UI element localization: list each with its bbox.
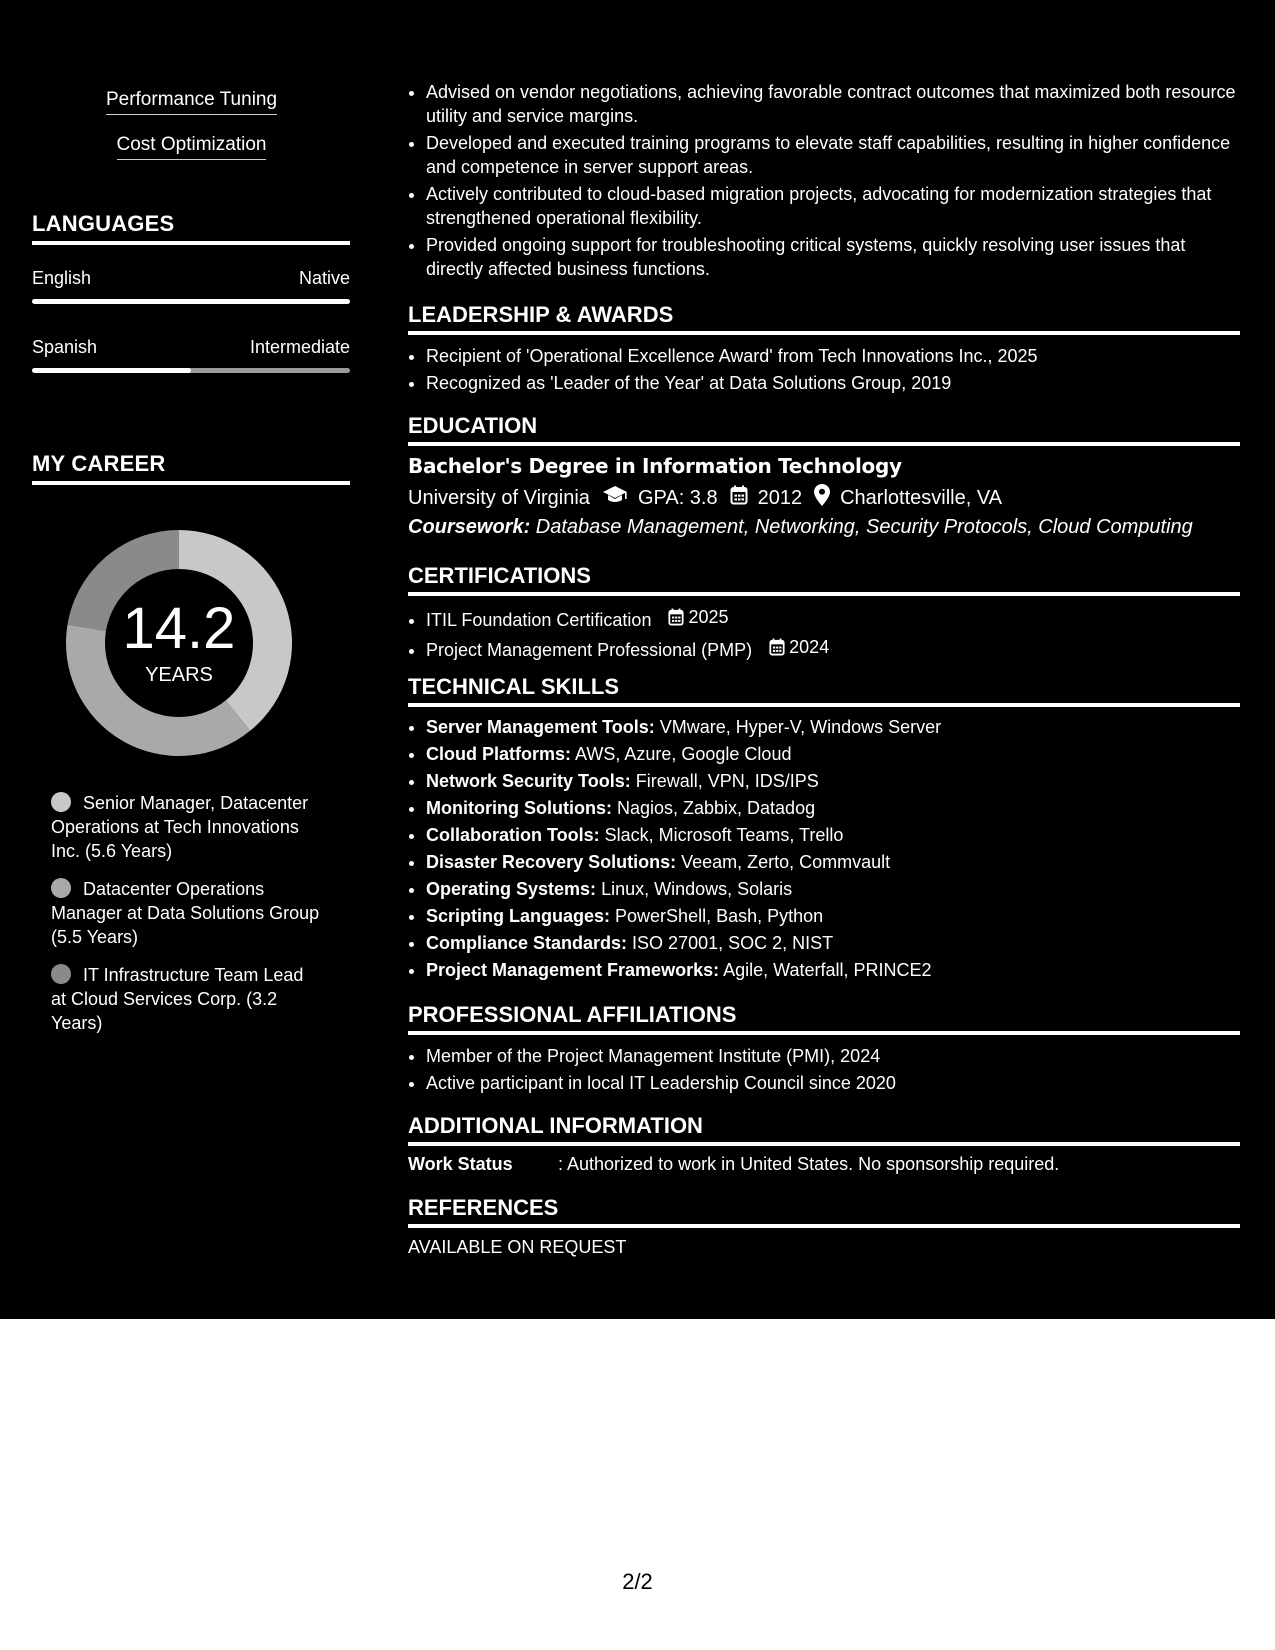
affiliations-heading: PROFESSIONAL AFFILIATIONS xyxy=(408,1002,1240,1035)
experience-bullet: • Advised on vendor negotiations, achieving favorable contract outcomes that maximized both resource utility and service margins. xyxy=(426,80,1238,128)
degree-title: Bachelor's Degree in Information Technology xyxy=(408,454,902,478)
certifications-list xyxy=(408,605,1238,665)
tech-skill-item xyxy=(426,715,1238,739)
certification-date xyxy=(769,635,829,659)
tech-skill-label: Scripting Languages: xyxy=(426,906,611,926)
career-item xyxy=(51,963,321,1035)
tech-skill-label: Monitoring Solutions: xyxy=(426,798,612,818)
tech-skill-label: Compliance Standards: xyxy=(426,933,628,953)
tech-skill-value: Agile, Waterfall, PRINCE2 xyxy=(719,960,932,980)
affiliation-item: • Member of the Project Management Institute (PMI), 2024 xyxy=(426,1044,1238,1068)
school-location: Charlottesville, VA xyxy=(840,486,1003,509)
language-bar-fill xyxy=(32,368,191,373)
language-bar-fill xyxy=(32,299,350,304)
tech-skill-item xyxy=(426,931,1238,955)
tech-skill-value: Nagios, Zabbix, Datadog xyxy=(611,798,816,818)
tech-skill-value: ISO 27001, SOC 2, NIST xyxy=(627,933,834,953)
skill-link-performance-tuning[interactable] xyxy=(0,89,383,115)
tech-skill-value: AWS, Azure, Google Cloud xyxy=(571,744,792,764)
gpa: GPA: 3.8 xyxy=(637,486,718,509)
career-dot-icon xyxy=(51,792,71,812)
school-name: University of Virginia xyxy=(408,486,590,509)
tech-skill-label: Network Security Tools: xyxy=(426,771,631,791)
tech-skill-value: VMware, Hyper-V, Windows Server xyxy=(654,717,942,737)
experience-bullet: • Developed and executed training programs to elevate staff capabilities, resulting in higher confidence and competence in server support areas. xyxy=(426,131,1238,179)
work-status-label: Work Status xyxy=(408,1154,513,1174)
tech-skill-item xyxy=(426,877,1238,901)
award-item: • Recipient of 'Operational Excellence Award' from Tech Innovations Inc., 2025 xyxy=(426,344,1238,368)
education-heading: EDUCATION xyxy=(408,413,1240,446)
tech-skill-value: Veeam, Zerto, Commvault xyxy=(676,852,891,872)
coursework-list: Database Management, Networking, Security Protocols, Cloud Computing xyxy=(530,516,1193,538)
graduation-cap-icon xyxy=(602,485,628,511)
references-text: AVAILABLE ON REQUEST xyxy=(408,1237,627,1257)
language-bar-english xyxy=(32,299,350,304)
graduation-year: 2012 xyxy=(757,486,803,509)
tech-skill-value: Slack, Microsoft Teams, Trello xyxy=(599,825,844,845)
work-status-row xyxy=(408,1154,1059,1175)
career-dot-icon xyxy=(51,964,71,984)
language-row-english xyxy=(32,268,350,289)
skill-label: Cost Optimization xyxy=(117,134,267,160)
coursework xyxy=(408,516,1193,539)
career-heading: MY CAREER xyxy=(32,451,350,485)
career-total-unit: YEARS xyxy=(145,664,213,686)
certification-name: Project Management Professional (PMP) xyxy=(426,640,753,660)
tech-skill-label: Server Management Tools: xyxy=(426,717,655,737)
career-total-years: 14.2 xyxy=(122,596,236,661)
language-bar-spanish xyxy=(32,368,350,373)
tech-skill-label: Collaboration Tools: xyxy=(426,825,600,845)
tech-skill-item xyxy=(426,796,1238,820)
references-heading: REFERENCES xyxy=(408,1195,1240,1228)
calendar-icon xyxy=(668,608,684,626)
certification-item xyxy=(426,635,1238,662)
skill-label: Performance Tuning xyxy=(106,89,277,115)
tech-skill-value: PowerShell, Bash, Python xyxy=(610,906,824,926)
coursework-label: Coursework: xyxy=(408,516,531,538)
career-item-text: Datacenter Operations Manager at Data Solutions Group (5.5 Years) xyxy=(51,879,320,947)
language-name: English xyxy=(32,268,92,288)
tech-skill-item xyxy=(426,742,1238,766)
certification-year: 2024 xyxy=(789,637,830,657)
language-name: Spanish xyxy=(32,337,98,357)
certification-item xyxy=(426,605,1238,632)
calendar-icon xyxy=(769,638,785,656)
experience-bullet: • Actively contributed to cloud-based migration projects, advocating for modernization strategies that strengthened operational flexibility. xyxy=(426,182,1238,230)
language-level: Intermediate xyxy=(249,337,350,357)
tech-skill-item xyxy=(426,904,1238,928)
tech-skill-label: Disaster Recovery Solutions: xyxy=(426,852,677,872)
technical-skills-heading: TECHNICAL SKILLS xyxy=(408,674,1240,707)
career-item xyxy=(51,791,321,863)
languages-heading: LANGUAGES xyxy=(32,211,350,245)
affiliation-item: • Active participant in local IT Leadership Council since 2020 xyxy=(426,1071,1238,1095)
tech-skill-label: Project Management Frameworks: xyxy=(426,960,720,980)
award-item: • Recognized as 'Leader of the Year' at Data Solutions Group, 2019 xyxy=(426,371,1238,395)
work-status-value: : Authorized to work in United States. No sponsorship required. xyxy=(558,1154,1060,1174)
career-dot-icon xyxy=(51,878,71,898)
map-pin-icon xyxy=(814,484,830,512)
career-item-text: IT Infrastructure Team Lead at Cloud Services Corp. (3.2 Years) xyxy=(51,965,304,1033)
additional-info-heading: ADDITIONAL INFORMATION xyxy=(408,1113,1240,1146)
calendar-icon xyxy=(730,485,748,511)
certification-date xyxy=(668,605,728,629)
language-level: Native xyxy=(298,268,350,288)
certification-year: 2025 xyxy=(688,607,729,627)
tech-skill-value: Linux, Windows, Solaris xyxy=(596,879,793,899)
certifications-heading: CERTIFICATIONS xyxy=(408,563,1240,596)
affiliations-list xyxy=(408,1044,1238,1098)
certification-name: ITIL Foundation Certification xyxy=(426,610,652,630)
language-row-spanish xyxy=(32,337,350,358)
experience-bullet-list xyxy=(408,80,1238,284)
technical-skills-list xyxy=(408,715,1238,985)
awards-heading: LEADERSHIP & AWARDS xyxy=(408,302,1240,335)
tech-skill-item xyxy=(426,769,1238,793)
sidebar xyxy=(0,0,383,1319)
page-number: 2/2 xyxy=(622,1569,653,1594)
tech-skill-label: Operating Systems: xyxy=(426,879,597,899)
education-details xyxy=(408,484,1002,512)
skill-link-cost-optimization[interactable] xyxy=(0,134,383,160)
tech-skill-item xyxy=(426,958,1238,982)
tech-skill-item xyxy=(426,823,1238,847)
awards-list xyxy=(408,344,1238,398)
experience-bullet: • Provided ongoing support for troubleshooting critical systems, quickly resolving user issues that directly affected business functions. xyxy=(426,233,1238,281)
tech-skill-value: Firewall, VPN, IDS/IPS xyxy=(630,771,819,791)
career-item xyxy=(51,877,321,949)
career-item-text: Senior Manager, Datacenter Operations at Tech Innovations Inc. (5.6 Years) xyxy=(51,793,309,861)
tech-skill-label: Cloud Platforms: xyxy=(426,744,572,764)
tech-skill-item xyxy=(426,850,1238,874)
